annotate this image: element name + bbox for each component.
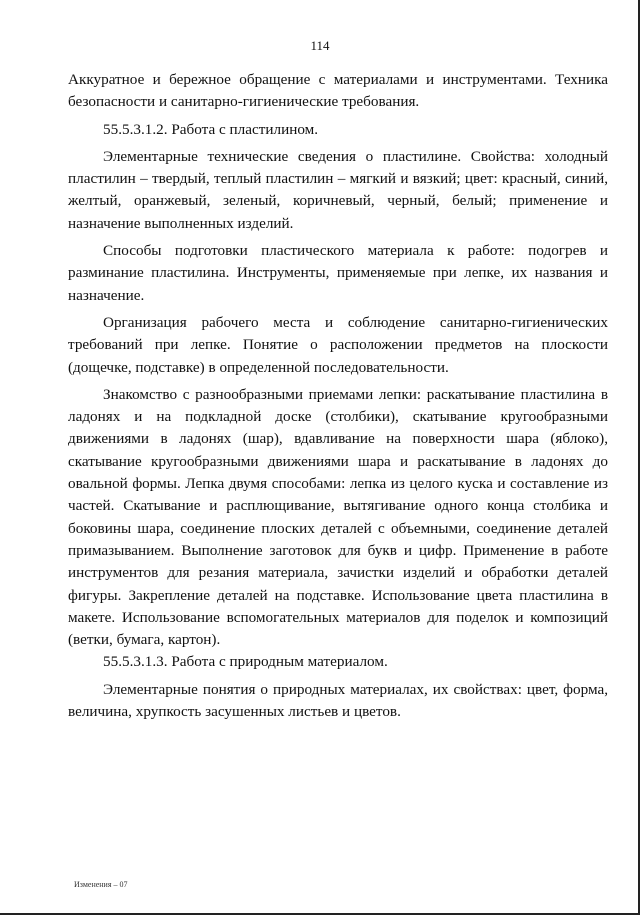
page-number: 114 bbox=[310, 38, 330, 53]
paragraph-plasticine-properties: Элементарные технические сведения о пластилине. Свойства: холодный пластилин – твердый, теплый пластилин – мягкий и вязкий; цвет: красный, синий, желтый, оранжевый, зеленый, коричневый, черный, белый; применение и назначение выполненных изделий. bbox=[68, 147, 608, 232]
paragraph-workplace-organization: Организация рабочего места и соблюдение санитарно-гигиенических требований при лепке. Понятие о расположении предметов на плоскости (дощечке, подставке) в определенной последовательности. bbox=[68, 313, 608, 376]
document-body bbox=[68, 69, 608, 723]
paragraph-preparation-methods: Способы подготовки пластического материала к работе: подогрев и разминание пластилина. Инструменты, применяемые при лепке, их названия и назначение. bbox=[68, 242, 608, 304]
paragraph-modeling-techniques: Знакомство с разнообразными приемами лепки: раскатывание пластилина в ладонях и на подкладной доске (столбики), скатывание кругообразными движениями в ладонях (шар), вдавливание на поверхности шара (яблоко), скатывание кругообразными движениями шара и раскатывание в ладонях до овальной формы. Лепка двумя способами: лепка из целого куска и составление из частей. Скатывание и расплющивание, вытягивание одного конца столбика и боковины шара, соединение плоских деталей с объемными, соединение деталей примазыванием. Выполнение заготовок для букв и цифр. Применение в работе инструментов для резания материала, зачистки изделий и обработки деталей фигуры. Закрепление деталей на подставке. Использование цвета пластилина в макете. Использование вспомогательных материалов для поделок и композиций (ветки, бумага, картон). bbox=[68, 385, 608, 649]
footer-revision-note: Изменения – 07 bbox=[74, 880, 128, 889]
section-heading-natural-material: 55.5.3.1.3. Работа с природным материалом. bbox=[103, 653, 388, 671]
section-heading-plasticine: 55.5.3.1.2. Работа с пластилином. bbox=[103, 120, 319, 138]
paragraph-natural-materials: Элементарные понятия о природных материалах, их свойствах: цвет, форма, величина, хрупкость засушенных листьев и цветов. bbox=[68, 680, 608, 721]
paragraph-safety: Аккуратное и бережное обращение с материалами и инструментами. Техника безопасности и санитарно-гигиенические требования. bbox=[68, 71, 608, 111]
